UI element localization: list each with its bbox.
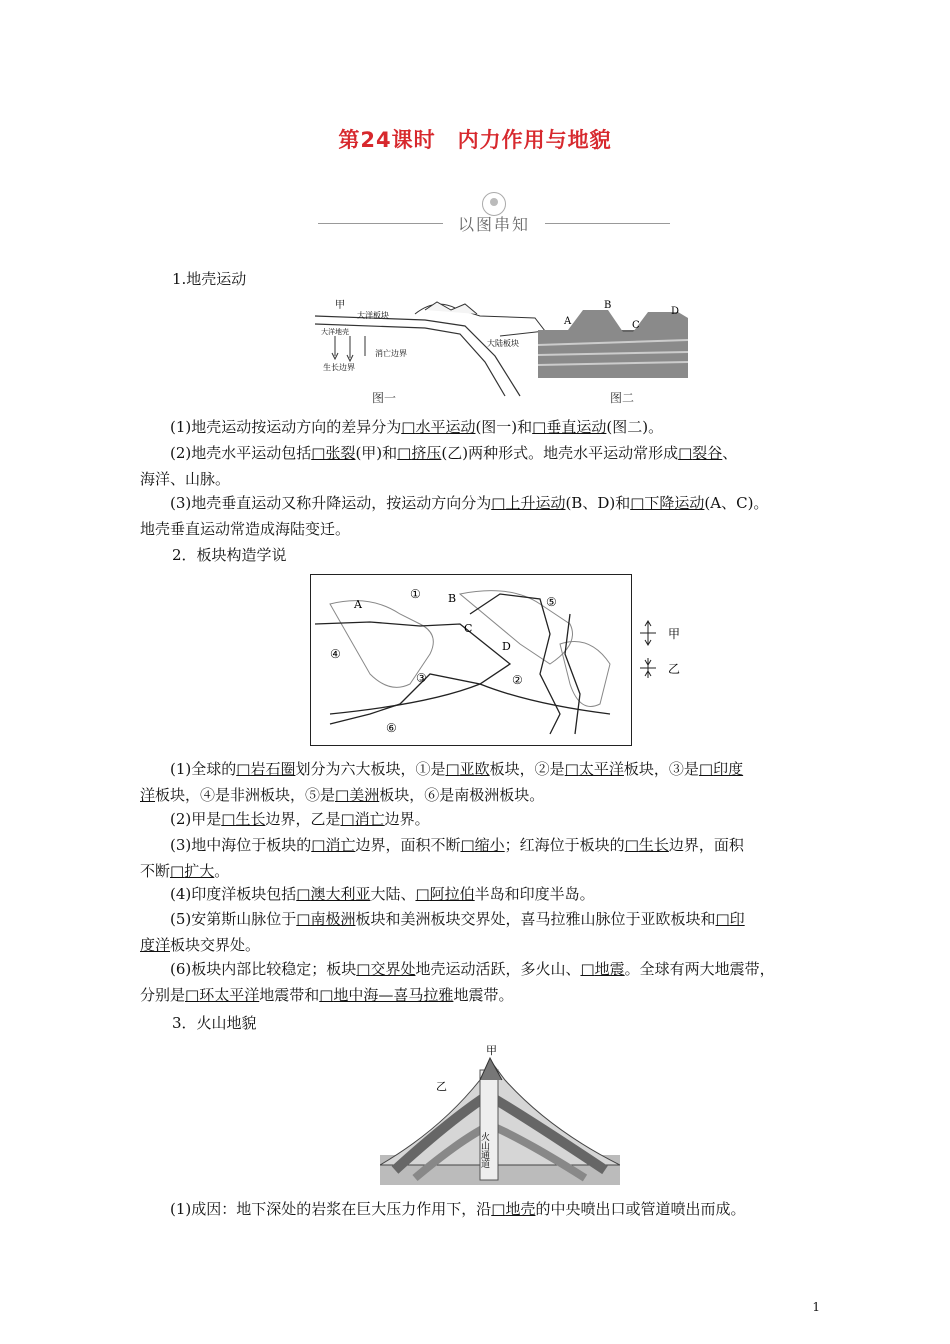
page-number: 1 (812, 1300, 820, 1314)
map-label: ⑤ (546, 595, 557, 609)
fig1-label: 大陆板块 (487, 339, 519, 348)
paragraph: (1)成因：地下深处的岩浆在巨大压力作用下，沿□ 地壳的中央喷出口或管道喷出而成。 (140, 1196, 820, 1222)
map-label: ① (410, 587, 421, 601)
map-label: ④ (330, 647, 341, 661)
paragraph: (2)地壳水平运动包括□ 张裂(甲)和□ 挤压(乙)两种形式。地壳水平运动常形成□ 裂谷、 海洋、山脉。 (140, 440, 820, 492)
fig2-label: A (564, 316, 572, 327)
crust-movement-figure-1 (305, 296, 555, 404)
paragraph: (3)地中海位于板块的□ 消亡边界，面积不断□ 缩小；红海位于板块的□ 生长边界，面积 不断□ 扩大。 (140, 832, 820, 884)
volcano-label: 火山通道 (479, 1132, 489, 1168)
fig2-label: B (604, 300, 612, 311)
map-label: ⑥ (386, 721, 397, 735)
paragraph: (4)印度洋板块包括□ 澳大利亚大陆、□ 阿拉伯半岛和印度半岛。 (140, 881, 820, 907)
map-label: ③ (416, 671, 427, 685)
figure-caption: 图二 (610, 391, 635, 405)
plate-tectonics-map (310, 574, 632, 746)
map-label: A (354, 598, 362, 611)
fig1-label: 甲 (335, 300, 345, 311)
section-heading: 2．板块构造学说 (172, 546, 287, 564)
fig1-label: 生长边界 (323, 363, 355, 372)
fig1-label: 消亡边界 (375, 349, 407, 358)
figure-caption: 图一 (372, 391, 397, 405)
map-label: B (448, 592, 457, 605)
paragraph: (1)全球的□ 岩石圈划分为六大板块，①是□ 亚欧板块，②是□ 太平洋板块，③是□ 印度 洋板块，④是非洲板块，⑤是□ 美洲板块，⑥是南极洲板块。 (140, 756, 820, 808)
legend-label: 乙 (668, 662, 681, 676)
fig1-label: 大洋板块 (357, 311, 389, 320)
fig1-label: 大洋地壳 (321, 328, 349, 336)
crust-movement-figure-2 (538, 300, 688, 378)
paragraph: (6)板块内部比较稳定；板块□ 交界处地壳运动活跃，多火山、□ 地震。全球有两大地震带， 分别是□ 环太平洋地震带和□ 地中海—喜马拉雅地震带。 (140, 956, 820, 1008)
map-label: C (464, 622, 473, 635)
banner-text: 以图串知 (457, 215, 530, 234)
paragraph: (5)安第斯山脉位于□ 南极洲板块和美洲板块交界处，喜马拉雅山脉位于亚欧板块和□ 印 度洋板块交界处。 (140, 906, 820, 958)
map-legend (636, 618, 686, 688)
paragraph: (1)地壳运动按运动方向的差异分为□ 水平运动(图一)和□ 垂直运动(图二)。 (140, 414, 820, 440)
fig2-label: D (671, 306, 680, 317)
volcano-label: 乙 (436, 1080, 447, 1093)
volcano-label: 甲 (486, 1044, 497, 1057)
section-banner (318, 192, 670, 252)
paragraph: (3)地壳垂直运动又称升降运动，按运动方向分为□ 上升运动(B、D)和□ 下降运动(A、C)。 地壳垂直运动常造成海陆变迁。 (140, 490, 820, 542)
paragraph: (2)甲是□ 生长边界，乙是□ 消亡边界。 (140, 806, 820, 832)
page-title: 第24课时 内力作用与地貌 (338, 128, 612, 152)
section-heading: 1.地壳运动 (172, 270, 247, 288)
map-label: D (502, 640, 511, 653)
fig2-label: C (632, 320, 640, 331)
section-heading: 3．火山地貌 (172, 1014, 257, 1032)
legend-label: 甲 (668, 627, 681, 641)
volcano-figure (380, 1040, 620, 1185)
map-label: ② (512, 673, 523, 687)
